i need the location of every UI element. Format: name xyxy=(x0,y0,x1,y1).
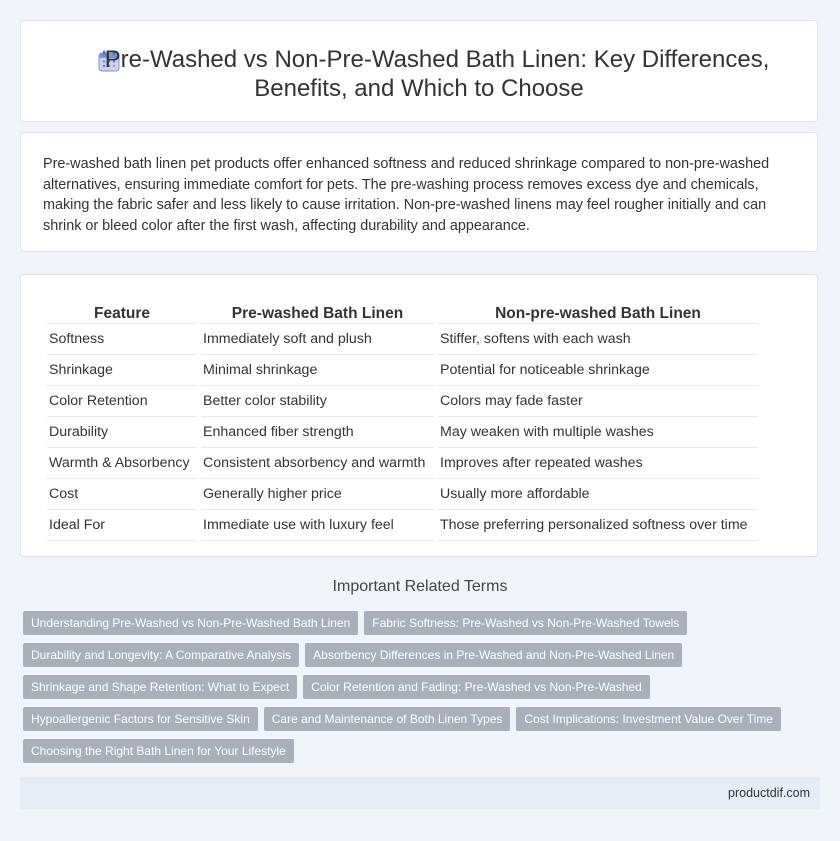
header-feature: Feature xyxy=(47,295,197,324)
intro-card xyxy=(20,132,818,252)
related-term-tag[interactable]: Hypoallergenic Factors for Sensitive Skin xyxy=(23,707,258,731)
row-non-pre-washed: May weaken with multiple washes xyxy=(438,417,758,448)
related-term-tag[interactable]: Understanding Pre-Washed vs Non-Pre-Washed Bath Linen xyxy=(23,611,358,635)
related-term-tag[interactable]: Care and Maintenance of Both Linen Types xyxy=(264,707,511,731)
row-non-pre-washed: Colors may fade faster xyxy=(438,386,758,417)
table-header-row xyxy=(47,295,758,324)
related-term-tag[interactable]: Choosing the Right Bath Linen for Your Lifestyle xyxy=(23,739,294,763)
row-feature: Warmth & Absorbency xyxy=(47,448,197,479)
header-card xyxy=(20,20,818,122)
row-pre-washed: Immediate use with luxury feel xyxy=(201,510,434,541)
row-feature: Ideal For xyxy=(47,510,197,541)
row-non-pre-washed: Those preferring personalized softness over time xyxy=(438,510,758,541)
row-pre-washed: Enhanced fiber strength xyxy=(201,417,434,448)
comparison-card xyxy=(20,274,818,557)
page-title xyxy=(21,45,817,103)
page-title-line2: Benefits, and Which to Choose xyxy=(254,75,584,102)
comparison-table xyxy=(43,295,762,541)
row-non-pre-washed: Stiffer, softens with each wash xyxy=(438,324,758,355)
related-term-tag[interactable]: Durability and Longevity: A Comparative Analysis xyxy=(23,643,299,667)
related-term-tag[interactable]: Shrinkage and Shape Retention: What to Expect xyxy=(23,675,297,699)
table-row xyxy=(47,479,758,510)
table-row xyxy=(47,386,758,417)
row-feature: Color Retention xyxy=(47,386,197,417)
page-title-line1: Pre-Washed vs Non-Pre-Washed Bath Linen: Key Differences, xyxy=(104,46,770,73)
row-pre-washed: Consistent absorbency and warmth xyxy=(201,448,434,479)
row-feature: Shrinkage xyxy=(47,355,197,386)
related-terms-list xyxy=(23,611,813,771)
row-feature: Softness xyxy=(47,324,197,355)
related-term-tag[interactable]: Cost Implications: Investment Value Over Time xyxy=(516,707,781,731)
row-pre-washed: Immediately soft and plush xyxy=(201,324,434,355)
row-non-pre-washed: Usually more affordable xyxy=(438,479,758,510)
intro-text: Pre-washed bath linen pet products offer enhanced softness and reduced shrinkage compared to non-pre-washed alternatives, ensuring immediate comfort for pets. The pre-washing process removes excess dye and chemicals, making the fabric safer and less likely to cause irritation. Non-pre-washed linens may feel rougher initially and can shrink or bleed color after the first wash, affecting durability and appearance. xyxy=(43,156,770,234)
table-row xyxy=(47,417,758,448)
row-non-pre-washed: Improves after repeated washes xyxy=(438,448,758,479)
related-terms-title: Important Related Terms xyxy=(332,578,508,595)
row-feature: Durability xyxy=(47,417,197,448)
row-pre-washed: Better color stability xyxy=(201,386,434,417)
header-pre-washed: Pre-washed Bath Linen xyxy=(201,295,434,324)
related-term-tag[interactable]: Color Retention and Fading: Pre-Washed vs Non-Pre-Washed xyxy=(303,675,650,699)
row-feature: Cost xyxy=(47,479,197,510)
footer xyxy=(20,777,820,809)
table-row xyxy=(47,510,758,541)
related-term-tag[interactable]: Fabric Softness: Pre-Washed vs Non-Pre-Washed Towels xyxy=(364,611,687,635)
table-row xyxy=(47,355,758,386)
table-row xyxy=(47,448,758,479)
footer-site-link[interactable]: productdif.com xyxy=(728,786,810,800)
table-row xyxy=(47,324,758,355)
row-non-pre-washed: Potential for noticeable shrinkage xyxy=(438,355,758,386)
header-non-pre-washed: Non-pre-washed Bath Linen xyxy=(438,295,758,324)
row-pre-washed: Minimal shrinkage xyxy=(201,355,434,386)
related-term-tag[interactable]: Absorbency Differences in Pre-Washed and Non-Pre-Washed Linen xyxy=(305,643,682,667)
row-pre-washed: Generally higher price xyxy=(201,479,434,510)
